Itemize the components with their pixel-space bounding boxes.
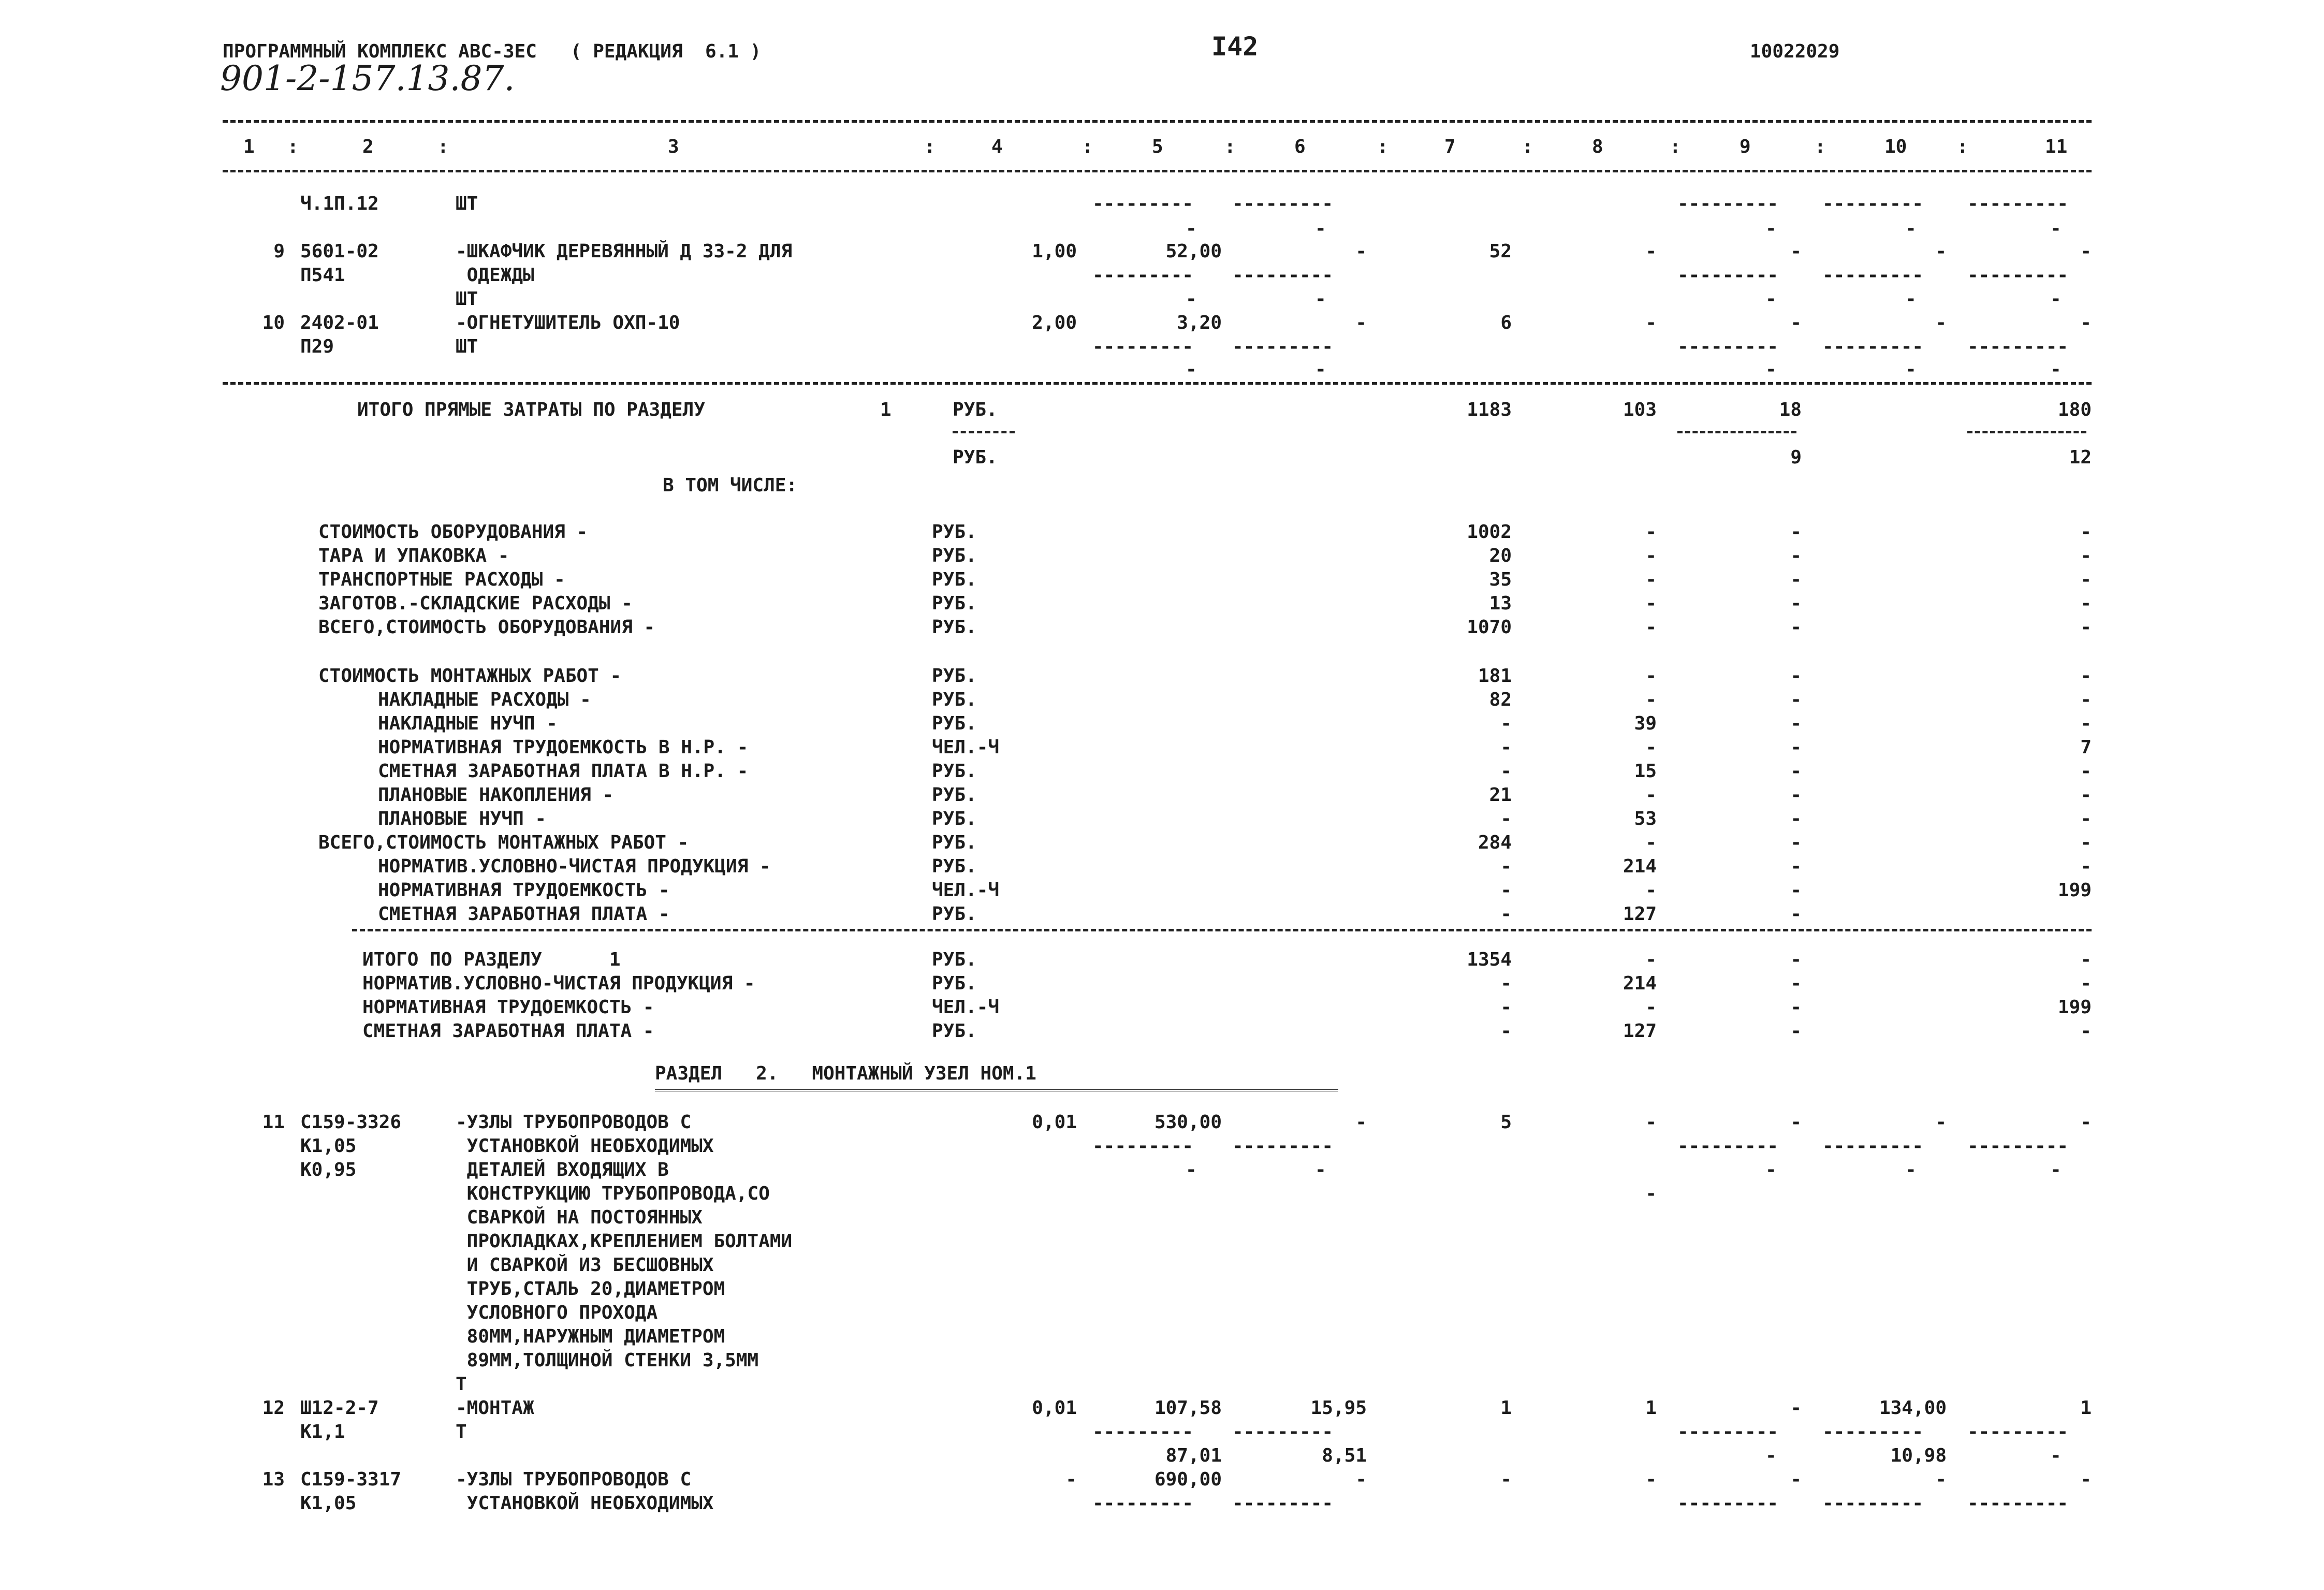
- cell-c9: -: [1790, 1112, 1802, 1133]
- cell-c6: 8,51: [1322, 1445, 1367, 1466]
- cell-c8: -: [1645, 312, 1657, 333]
- section-total-label: НОРМАТИВНАЯ ТРУДОЕМКОСТЬ -: [362, 997, 654, 1018]
- cell-c9: -: [1765, 1445, 1777, 1466]
- cell-c2: К0,95: [300, 1159, 357, 1180]
- column-header-5: 5: [1152, 136, 1163, 157]
- cell-c9: -: [1765, 1159, 1777, 1180]
- breakdown-label: ЗАГОТОВ.-СКЛАДСКИЕ РАСХОДЫ -: [318, 593, 633, 614]
- cell-divider: ---------: [1677, 1135, 1779, 1157]
- breakdown-c11: -: [2080, 713, 2092, 734]
- cell-c3: УСЛОВНОГО ПРОХОДА: [456, 1302, 658, 1323]
- cell-divider: ---------: [1822, 1421, 1924, 1442]
- breakdown-c7: -: [1500, 856, 1512, 877]
- breakdown-c9: -: [1790, 593, 1802, 614]
- column-header-3: 3: [668, 136, 679, 157]
- breakdown-c7: 1002: [1467, 521, 1512, 543]
- cell-c1: 12: [262, 1397, 285, 1419]
- cell-c9: -: [1765, 218, 1777, 239]
- breakdown-unit: РУБ.: [932, 521, 977, 543]
- breakdown-c9: -: [1790, 761, 1802, 782]
- cell-c7: 52: [1489, 241, 1512, 262]
- cell-c11: -: [2050, 288, 2062, 310]
- breakdown-c9: -: [1790, 808, 1802, 829]
- breakdown-c11: -: [2080, 569, 2092, 590]
- totals-title: ИТОГО ПРЯМЫЕ ЗАТРАТЫ ПО РАЗДЕЛУ: [357, 399, 705, 420]
- breakdown-label: НАКЛАДНЫЕ РАСХОДЫ -: [378, 689, 591, 710]
- cell-divider: ---------: [1677, 1421, 1779, 1442]
- cell-c6: -: [1315, 218, 1326, 239]
- column-separator: :: [1815, 136, 1826, 157]
- section-total-label: ИТОГО ПО РАЗДЕЛУ 1: [362, 949, 621, 970]
- column-header-4: 4: [991, 136, 1003, 157]
- cell-c9: -: [1790, 1397, 1802, 1419]
- breakdown-c7: 181: [1478, 665, 1512, 687]
- program-title: ПРОГРАММНЫЙ КОМПЛЕКС АВС-ЗЕС ( РЕДАКЦИЯ 6.1 ): [223, 41, 762, 62]
- breakdown-c8: -: [1645, 784, 1657, 806]
- cell-c11: -: [2080, 241, 2092, 262]
- breakdown-label: НАКЛАДНЫЕ НУЧП -: [378, 713, 558, 734]
- cell-c8: -: [1645, 1112, 1657, 1133]
- column-separator: :: [924, 136, 936, 157]
- column-header-2: 2: [362, 136, 374, 157]
- section-total-c7: -: [1500, 997, 1512, 1018]
- section-total-c8: 214: [1623, 973, 1657, 994]
- section-total-c11: 199: [2057, 997, 2092, 1018]
- breakdown-unit: РУБ.: [932, 593, 977, 614]
- breakdown-label: ТРАНСПОРТНЫЕ РАСХОДЫ -: [318, 569, 565, 590]
- section-total-c8: -: [1645, 997, 1657, 1018]
- cell-divider: ---------: [1092, 1421, 1194, 1442]
- cell-c3: ДЕТАЛЕЙ ВХОДЯЩИХ В: [456, 1159, 669, 1180]
- breakdown-unit: РУБ.: [932, 545, 977, 566]
- breakdown-unit: РУБ.: [932, 761, 977, 782]
- cell-c2: П29: [300, 336, 334, 357]
- breakdown-c8: -: [1645, 593, 1657, 614]
- totals-c8: 103: [1623, 399, 1657, 420]
- cell-divider: ---------: [1677, 193, 1779, 214]
- breakdown-c11: 7: [2080, 737, 2092, 758]
- breakdown-c8: 214: [1623, 856, 1657, 877]
- cell-divider: ---------: [1822, 265, 1924, 286]
- totals-unit2: РУБ.: [953, 447, 998, 468]
- cell-c7: 5: [1500, 1112, 1512, 1133]
- section-total-c8: -: [1645, 949, 1657, 970]
- section-total-label: НОРМАТИВ.УСЛОВНО-ЧИСТАЯ ПРОДУКЦИЯ -: [362, 973, 755, 994]
- section-total-c7: -: [1500, 973, 1512, 994]
- breakdown-c8: -: [1645, 737, 1657, 758]
- section-total-label: СМЕТНАЯ ЗАРАБОТНАЯ ПЛАТА -: [362, 1020, 654, 1042]
- breakdown-label: СМЕТНАЯ ЗАРАБОТНАЯ ПЛАТА -: [378, 903, 670, 925]
- breakdown-c8: -: [1645, 880, 1657, 901]
- breakdown-c8: -: [1645, 617, 1657, 638]
- breakdown-label: ТАРА И УПАКОВКА -: [318, 545, 509, 566]
- column-separator: :: [1224, 136, 1236, 157]
- cell-divider: ---------: [1967, 1493, 2069, 1514]
- cell-divider: ---------: [1092, 265, 1194, 286]
- cell-c3: -МОНТАЖ: [456, 1397, 534, 1419]
- in-that-label: В ТОМ ЧИСЛЕ:: [663, 475, 798, 496]
- section-total-c11: -: [2080, 973, 2092, 994]
- cell-c3: КОНСТРУКЦИЮ ТРУБОПРОВОДА,СО: [456, 1183, 770, 1204]
- cell-c8: -: [1645, 1183, 1657, 1204]
- cell-c4: -: [1065, 1469, 1077, 1490]
- cell-c2: 5601-02: [300, 241, 379, 262]
- section-total-c11: -: [2080, 949, 2092, 970]
- breakdown-unit: РУБ.: [932, 617, 977, 638]
- breakdown-c8: 15: [1634, 761, 1657, 782]
- section-2-title: РАЗДЕЛ 2. МОНТАЖНЫЙ УЗЕЛ НОМ.1: [655, 1063, 1036, 1084]
- breakdown-c9: -: [1790, 689, 1802, 710]
- cell-divider: ---------: [1232, 193, 1334, 214]
- breakdown-label: ВСЕГО,СТОИМОСТЬ ОБОРУДОВАНИЯ -: [318, 617, 655, 638]
- cell-c10: -: [1905, 218, 1917, 239]
- cell-c10: -: [1935, 1469, 1947, 1490]
- breakdown-c7: 1070: [1467, 617, 1512, 638]
- breakdown-unit: РУБ.: [932, 569, 977, 590]
- cell-c11: -: [2080, 312, 2092, 333]
- breakdown-c7: 20: [1489, 545, 1512, 566]
- cell-c6: -: [1355, 1112, 1367, 1133]
- breakdown-c9: -: [1790, 832, 1802, 853]
- cell-c3: ОДЕЖДЫ: [456, 265, 534, 286]
- cell-c3: 80ММ,НАРУЖНЫМ ДИАМЕТРОМ: [456, 1326, 725, 1347]
- page-number: I42: [1211, 32, 1259, 62]
- cell-c2: 2402-01: [300, 312, 379, 333]
- cell-divider: ---------: [1967, 193, 2069, 214]
- header-rule-bottom: [223, 170, 2092, 172]
- breakdown-c9: -: [1790, 903, 1802, 925]
- breakdown-c9: -: [1790, 713, 1802, 734]
- breakdown-c9: -: [1790, 569, 1802, 590]
- cell-c6: -: [1315, 288, 1326, 310]
- cell-c4: 0,01: [1032, 1112, 1077, 1133]
- breakdown-c11: -: [2080, 593, 2092, 614]
- breakdown-label: ВСЕГО,СТОИМОСТЬ МОНТАЖНЫХ РАБОТ -: [318, 832, 689, 853]
- cell-c3: УСТАНОВКОЙ НЕОБХОДИМЫХ: [456, 1493, 714, 1514]
- cell-divider: ---------: [1677, 1493, 1779, 1514]
- cell-c3: -УЗЛЫ ТРУБОПРОВОДОВ С: [456, 1112, 692, 1133]
- cell-divider: ---------: [1232, 265, 1334, 286]
- cell-c4: 1,00: [1032, 241, 1077, 262]
- c9-sep: [1677, 431, 1796, 433]
- cell-c7: 6: [1500, 312, 1512, 333]
- breakdown-c11: -: [2080, 545, 2092, 566]
- breakdown-c9: -: [1790, 784, 1802, 806]
- breakdown-c8: 53: [1634, 808, 1657, 829]
- cell-c9: -: [1765, 288, 1777, 310]
- breakdown-label: СТОИМОСТЬ ОБОРУДОВАНИЯ -: [318, 521, 588, 543]
- cell-c3: Т: [456, 1374, 467, 1395]
- breakdown-label: ПЛАНОВЫЕ НАКОПЛЕНИЯ -: [378, 784, 614, 806]
- cell-c7: -: [1500, 1469, 1512, 1490]
- breakdown-unit: ЧЕЛ.-Ч: [932, 880, 1000, 901]
- breakdown-c11: -: [2080, 665, 2092, 687]
- cell-c2: П541: [300, 265, 345, 286]
- cell-c6: -: [1355, 1469, 1367, 1490]
- breakdown-unit: РУБ.: [932, 903, 977, 925]
- cell-c3: ШТ: [456, 193, 478, 214]
- cell-c11: -: [2080, 1469, 2092, 1490]
- breakdown-label: СМЕТНАЯ ЗАРАБОТНАЯ ПЛАТА В Н.Р. -: [378, 761, 749, 782]
- breakdown-c11: -: [2080, 521, 2092, 543]
- header-rule-top: [223, 120, 2092, 123]
- breakdown-label: НОРМАТИВ.УСЛОВНО-ЧИСТАЯ ПРОДУКЦИЯ -: [378, 856, 771, 877]
- cell-c3: УСТАНОВКОЙ НЕОБХОДИМЫХ: [456, 1135, 714, 1157]
- cell-c5: 3,20: [1177, 312, 1222, 333]
- breakdown-c9: -: [1790, 665, 1802, 687]
- totals-c11: 180: [2057, 399, 2092, 420]
- totals-rule: [223, 382, 2092, 385]
- column-separator: :: [1082, 136, 1093, 157]
- cell-c11: -: [2050, 1159, 2062, 1180]
- cell-c6: -: [1315, 1159, 1326, 1180]
- section-total-c8: 127: [1623, 1020, 1657, 1042]
- column-header-6: 6: [1294, 136, 1306, 157]
- cell-divider: ---------: [1092, 336, 1194, 357]
- cell-divider: ---------: [1822, 193, 1924, 214]
- cell-divider: ---------: [1677, 265, 1779, 286]
- column-header-7: 7: [1444, 136, 1456, 157]
- breakdown-c11: -: [2080, 761, 2092, 782]
- breakdown-unit: РУБ.: [932, 832, 977, 853]
- breakdown-unit: РУБ.: [932, 665, 977, 687]
- cell-c5: 52,00: [1165, 241, 1222, 262]
- section-total-unit: РУБ.: [932, 973, 977, 994]
- breakdown-c9: -: [1790, 856, 1802, 877]
- cell-divider: ---------: [1822, 336, 1924, 357]
- breakdown-c7: 21: [1489, 784, 1512, 806]
- column-separator: :: [287, 136, 299, 157]
- cell-c2: Ч.1П.12: [300, 193, 379, 214]
- breakdown-c7: -: [1500, 737, 1512, 758]
- breakdown-unit: РУБ.: [932, 713, 977, 734]
- cell-divider: ---------: [1967, 265, 2069, 286]
- section-total-unit: ЧЕЛ.-Ч: [932, 997, 1000, 1018]
- section-2-underline: [655, 1089, 1338, 1096]
- cell-c9: -: [1790, 1469, 1802, 1490]
- cell-c10: -: [1935, 312, 1947, 333]
- breakdown-c9: -: [1790, 545, 1802, 566]
- cell-c2: К1,05: [300, 1135, 357, 1157]
- column-header-11: 11: [2045, 136, 2068, 157]
- cell-c1: 13: [262, 1469, 285, 1490]
- cell-divider: ---------: [1677, 336, 1779, 357]
- cell-c3: -УЗЛЫ ТРУБОПРОВОДОВ С: [456, 1469, 692, 1490]
- cell-c8: -: [1645, 1469, 1657, 1490]
- cell-c7: 1: [1500, 1397, 1512, 1419]
- breakdown-unit: РУБ.: [932, 856, 977, 877]
- cell-c5: 87,01: [1165, 1445, 1222, 1466]
- column-separator: :: [437, 136, 449, 157]
- breakdown-c8: -: [1645, 689, 1657, 710]
- breakdown-c8: -: [1645, 569, 1657, 590]
- breakdown-c9: -: [1790, 617, 1802, 638]
- cell-c5: 690,00: [1154, 1469, 1222, 1490]
- cell-c2: С159-3317: [300, 1469, 402, 1490]
- breakdown-c9: -: [1790, 521, 1802, 543]
- cell-c4: 2,00: [1032, 312, 1077, 333]
- cell-divider: ---------: [1232, 1421, 1334, 1442]
- breakdown-c11: -: [2080, 832, 2092, 853]
- cell-c3: Т: [456, 1421, 467, 1442]
- totals-c9b: 9: [1790, 447, 1802, 468]
- section-total-c9: -: [1790, 1020, 1802, 1042]
- section-total-unit: РУБ.: [932, 1020, 977, 1042]
- breakdown-c8: -: [1645, 665, 1657, 687]
- cell-divider: ---------: [1232, 1135, 1334, 1157]
- cell-c8: 1: [1645, 1397, 1657, 1419]
- cell-c9: -: [1790, 312, 1802, 333]
- cell-c5: -: [1186, 1159, 1197, 1180]
- document-code: 10022029: [1750, 41, 1840, 62]
- section-total-c7: -: [1500, 1020, 1512, 1042]
- column-separator: :: [1522, 136, 1533, 157]
- cell-c5: -: [1186, 218, 1197, 239]
- cell-divider: ---------: [1967, 1135, 2069, 1157]
- breakdown-label: СТОИМОСТЬ МОНТАЖНЫХ РАБОТ -: [318, 665, 622, 687]
- cell-c3: -ШКАФЧИК ДЕРЕВЯННЫЙ Д 33-2 ДЛЯ: [456, 241, 793, 262]
- breakdown-c7: -: [1500, 713, 1512, 734]
- cell-c2: К1,05: [300, 1493, 357, 1514]
- breakdown-c11: 199: [2057, 880, 2092, 901]
- breakdown-c9: -: [1790, 737, 1802, 758]
- cell-c1: 9: [273, 241, 285, 262]
- cell-c2: С159-3326: [300, 1112, 402, 1133]
- cell-divider: ---------: [1967, 336, 2069, 357]
- breakdown-c11: -: [2080, 808, 2092, 829]
- breakdown-unit: РУБ.: [932, 808, 977, 829]
- cell-c10: -: [1905, 288, 1917, 310]
- cell-divider: ---------: [1232, 1493, 1334, 1514]
- cell-c9: -: [1765, 359, 1777, 380]
- breakdown-c7: -: [1500, 880, 1512, 901]
- section-total-c7: 1354: [1467, 949, 1512, 970]
- unit-sep: [953, 431, 1015, 433]
- breakdown-label: ПЛАНОВЫЕ НУЧП -: [378, 808, 547, 829]
- section-totals-rule: [352, 929, 2092, 931]
- cell-c10: -: [1935, 241, 1947, 262]
- breakdown-unit: ЧЕЛ.-Ч: [932, 737, 1000, 758]
- column-separator: :: [1377, 136, 1388, 157]
- column-header-9: 9: [1740, 136, 1751, 157]
- breakdown-c8: -: [1645, 832, 1657, 853]
- cell-c2: Ш12-2-7: [300, 1397, 379, 1419]
- cell-c3: ТРУБ,СТАЛЬ 20,ДИАМЕТРОМ: [456, 1278, 725, 1300]
- cell-c3: СВАРКОЙ НА ПОСТОЯННЫХ: [456, 1207, 703, 1228]
- breakdown-c11: -: [2080, 856, 2092, 877]
- cell-c5: 107,58: [1154, 1397, 1222, 1419]
- cell-c3: 89ММ,ТОЛЩИНОЙ СТЕНКИ 3,5ММ: [456, 1350, 759, 1371]
- breakdown-c7: 35: [1489, 569, 1512, 590]
- column-header-8: 8: [1592, 136, 1603, 157]
- section-total-c9: -: [1790, 973, 1802, 994]
- totals-c11b: 12: [2069, 447, 2092, 468]
- cell-divider: ---------: [1092, 1135, 1194, 1157]
- cell-c1: 11: [262, 1112, 285, 1133]
- cell-c3: -ОГНЕТУШИТЕЛЬ ОХП-10: [456, 312, 680, 333]
- section-total-c9: -: [1790, 949, 1802, 970]
- cell-c2: К1,1: [300, 1421, 345, 1442]
- cell-c4: 0,01: [1032, 1397, 1077, 1419]
- section-total-c11: -: [2080, 1020, 2092, 1042]
- cell-c3: ШТ: [456, 336, 478, 357]
- cell-c10: -: [1935, 1112, 1947, 1133]
- cell-c6: 15,95: [1310, 1397, 1367, 1419]
- column-header-10: 10: [1884, 136, 1907, 157]
- cell-divider: ---------: [1092, 193, 1194, 214]
- cell-c6: -: [1355, 312, 1367, 333]
- cell-c9: -: [1790, 241, 1802, 262]
- column-header-1: 1: [243, 136, 255, 157]
- cell-c3: И СВАРКОЙ ИЗ БЕСШОВНЫХ: [456, 1255, 714, 1276]
- breakdown-c9: -: [1790, 880, 1802, 901]
- breakdown-c11: -: [2080, 617, 2092, 638]
- breakdown-label: НОРМАТИВНАЯ ТРУДОЕМКОСТЬ В Н.Р. -: [378, 737, 749, 758]
- totals-c9: 18: [1779, 399, 1802, 420]
- cell-c5: -: [1186, 359, 1197, 380]
- breakdown-c11: -: [2080, 784, 2092, 806]
- column-separator: :: [1670, 136, 1681, 157]
- cell-c5: -: [1186, 288, 1197, 310]
- cell-c5: 530,00: [1154, 1112, 1222, 1133]
- cell-c11: -: [2050, 1445, 2062, 1466]
- cell-c1: 10: [262, 312, 285, 333]
- cell-c11: -: [2080, 1112, 2092, 1133]
- cell-c8: -: [1645, 241, 1657, 262]
- breakdown-unit: РУБ.: [932, 784, 977, 806]
- breakdown-c7: -: [1500, 761, 1512, 782]
- totals-c7: 1183: [1467, 399, 1512, 420]
- cell-divider: ---------: [1822, 1135, 1924, 1157]
- cell-c11: -: [2050, 218, 2062, 239]
- breakdown-c7: -: [1500, 808, 1512, 829]
- breakdown-c8: -: [1645, 545, 1657, 566]
- section-total-unit: РУБ.: [932, 949, 977, 970]
- totals-num: 1: [880, 399, 891, 420]
- cell-c10: 134,00: [1879, 1397, 1947, 1419]
- handwritten-note: 901-2-157.13.87.: [220, 59, 515, 98]
- breakdown-label: НОРМАТИВНАЯ ТРУДОЕМКОСТЬ -: [378, 880, 670, 901]
- breakdown-c7: -: [1500, 903, 1512, 925]
- cell-divider: ---------: [1232, 336, 1334, 357]
- breakdown-c8: 127: [1623, 903, 1657, 925]
- breakdown-unit: РУБ.: [932, 689, 977, 710]
- column-separator: :: [1957, 136, 1968, 157]
- cell-c3: ПРОКЛАДКАХ,КРЕПЛЕНИЕМ БОЛТАМИ: [456, 1231, 793, 1252]
- cell-c11: 1: [2080, 1397, 2092, 1419]
- breakdown-c7: 13: [1489, 593, 1512, 614]
- cell-c6: -: [1315, 359, 1326, 380]
- cell-c11: -: [2050, 359, 2062, 380]
- breakdown-c11: -: [2080, 689, 2092, 710]
- cell-c6: -: [1355, 241, 1367, 262]
- cell-divider: ---------: [1822, 1493, 1924, 1514]
- breakdown-c8: -: [1645, 521, 1657, 543]
- cell-c10: -: [1905, 359, 1917, 380]
- cell-divider: ---------: [1967, 1421, 2069, 1442]
- section-total-c9: -: [1790, 997, 1802, 1018]
- cell-c10: 10,98: [1890, 1445, 1947, 1466]
- totals-unit: РУБ.: [953, 399, 998, 420]
- cell-c3: ШТ: [456, 288, 478, 310]
- breakdown-c7: 284: [1478, 832, 1512, 853]
- breakdown-c8: 39: [1634, 713, 1657, 734]
- c11-sep: [1967, 431, 2086, 433]
- cell-c10: -: [1905, 1159, 1917, 1180]
- breakdown-c7: 82: [1489, 689, 1512, 710]
- cell-divider: ---------: [1092, 1493, 1194, 1514]
